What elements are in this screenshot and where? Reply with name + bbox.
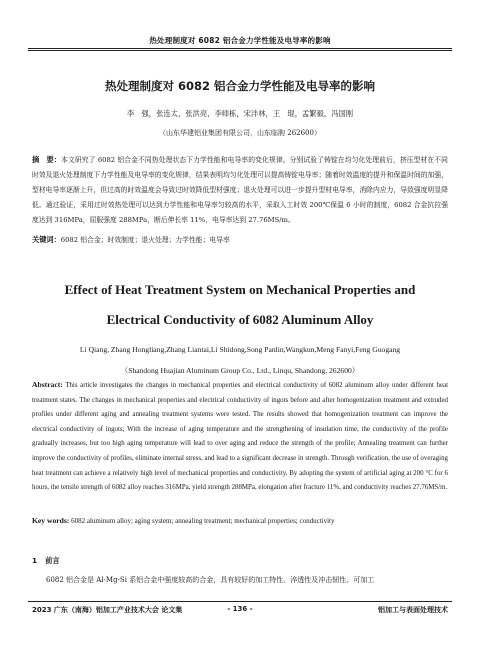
chinese-abstract — [32, 152, 448, 228]
chinese-authors: 李 强，张连太，张洪亮，李师栋，宋泮林，王 琨，孟繁毅，冯国刚 — [126, 109, 354, 118]
section-title: 前言 — [45, 556, 60, 565]
english-title-line-1: Effect of Heat Treatment System on Mechanical Properties and — [64, 282, 416, 297]
english-keywords-text: 6082 aluminum alloy; aging system; annealing treatment; mechanical properties; conductivity — [71, 517, 335, 525]
section-number: 1 — [32, 556, 38, 565]
english-keywords-label: Key words: — [32, 516, 70, 525]
chinese-abstract-text: 本文研究了 6082 铝合金不同热处理状态下力学性能和电导率的变化规律。分别试验了铸锭在均匀化处理前后，挤压型材在不同时效及退火处理制度下力学性能及电导率的变化规律，结果表明均匀化处理可以提高铸锭电导率；随着时效温度的提升和保温时间的加强，型材电导率逐渐上升，但过高的时效温度会导致过时效降低型材强度；退火处理可以进一步提升型材电导率，消除内应力，导致强度明显降低。通过验证，采用过时效热处理可以达到力学性能和电导率匀较高的水平，采取人工时效 200℃保温 6 小时的制度，6082 合金抗拉强度达到 316MPa，屈服强度 288MPa，断后伸长率 11%，电导率达到 27.76MS/m。 — [32, 156, 448, 224]
chinese-keywords-label: 关键词： — [32, 235, 61, 244]
page-number: - 136 - — [227, 605, 253, 613]
english-keywords — [32, 516, 448, 525]
chinese-title: 热处理制度对 6082 铝合金力学性能及电导率的影响 — [104, 79, 375, 93]
english-title-line-2: Electrical Conductivity of 6082 Aluminum Alloy — [106, 312, 374, 327]
chinese-keywords-text: 6082 铝合金；时效制度；退火处理；力学性能；电导率 — [60, 236, 230, 244]
chinese-keywords — [32, 234, 448, 245]
section-body-text: 6082 铝合金是 Al-Mg-Si 系铝合金中强度较高的合金，具有较好的加工特性、淬透性及冲击韧性、可加工 — [46, 576, 375, 584]
chinese-abstract-label: 摘 要： — [32, 155, 62, 164]
footer-proceedings: 2023 广东（南海）铝加工产业技术大会 论文集 — [32, 606, 183, 614]
english-abstract-label: Abstract: — [32, 380, 63, 389]
english-abstract-text: This article investigates the changes in mechanical properties and electrical conductivity of 6082 aluminum alloy under different heat treatment states. The changes in mechanical properties and electrical conductivity of ingots before and after homogenization treatment and extruded profiles under different aging and annealing treatment systems were tested. The results showed that homogenization treatment can improve the electrical conductivity of ingots; With the increase of aging temperature and the strengthening of insulation time, the conductivity of the profile gradually increases, but too high aging temperature will lead to over aging and reduce the strength of the profile; Annealing treatment can further improve the conductivity of profiles, eliminate internal stress, and lead to a significant decrease in strength. Through verification, the use of overaging heat treatment can achieve a relatively high level of mechanical properties and conductivity. By adopting the system of artificial aging at 200 °C for 6 hours, the tensile strength of 6082 alloy reaches 316MPa, yield strength 288MPa, elongation after fracture 11%, and conductivity reaches 27.76MS/m. — [32, 382, 448, 492]
english-title — [28, 275, 452, 335]
running-head: 热处理制度对 6082 铝合金力学性能及电导率的影响 — [149, 36, 331, 45]
english-abstract — [32, 378, 448, 496]
footer-journal: 铝加工与表面处理技术 — [378, 606, 448, 614]
english-affiliation: （Shandong Huajian Aluminum Group Co., Ltd., Linqu, Shandong, 262600） — [120, 366, 360, 375]
footer-rule — [28, 601, 452, 602]
english-authors: Li Qiang, Zhang Hongliang,Zhang Liantai,Li Shidong,Song Panlin,Wangkun,Meng Fanyi,Feng Guogang — [79, 345, 401, 354]
chinese-affiliation: （山东华建铝业集团有限公司，山东临朐 262600） — [159, 129, 321, 137]
header-rule-thin — [28, 50, 452, 51]
header-rule — [28, 48, 452, 49]
section-heading — [32, 556, 60, 566]
